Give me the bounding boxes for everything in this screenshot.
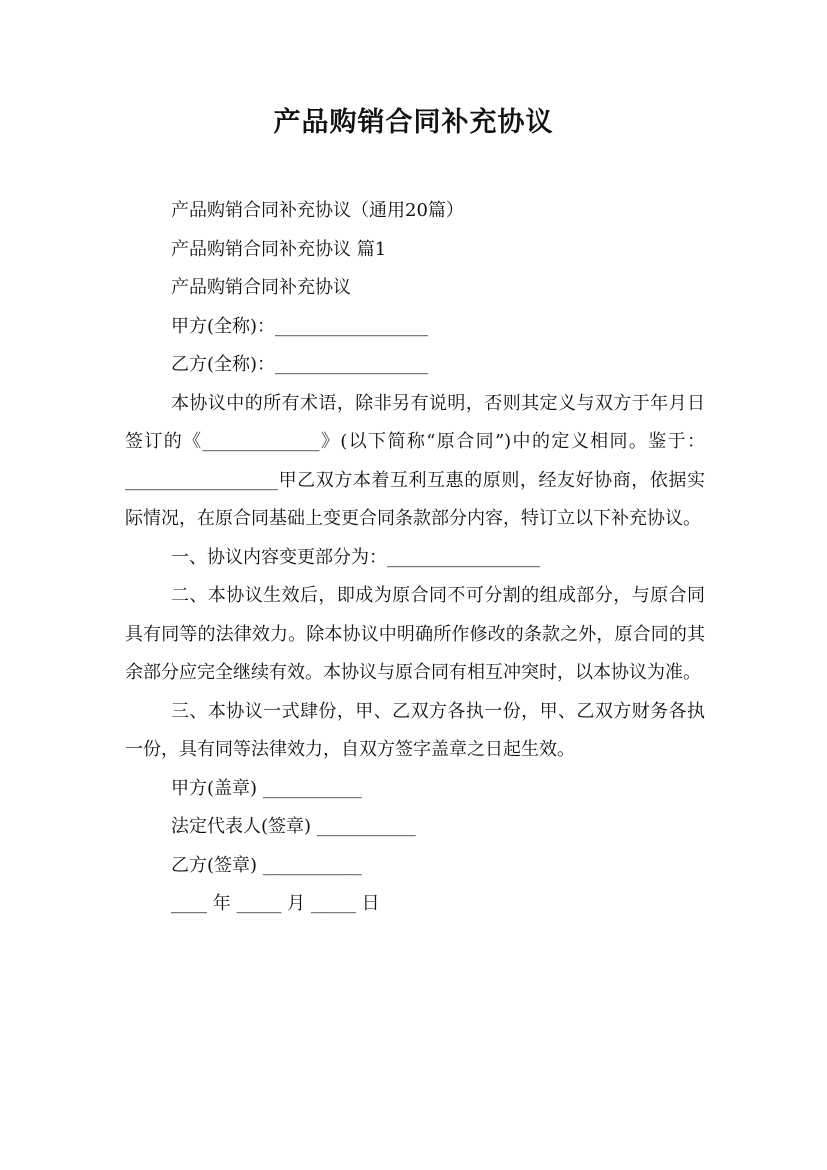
paragraph-intro: 本协议中的所有术语，除非另有说明，否则其定义与双方于年月日签订的《_____________》(以下简称“原合同”)中的定义相同。鉴于：_________________甲乙双方本着互利互惠的原则，经友好协商，依据实际情况，在原合同基础上变更合同条款部分内容，特订立以下补充协议。 [125, 392, 705, 529]
document-title: 产品购销合同补充协议 [273, 107, 554, 138]
heading-article: 产品购销合同补充协议 篇1 [171, 238, 387, 260]
document-body [125, 192, 705, 924]
date-line: ____ 年 _____ 月 _____ 日 [171, 893, 380, 914]
heading-sub: 产品购销合同补充协议 [171, 277, 351, 298]
legal-representative-line: 法定代表人(签章) ___________ [171, 816, 416, 837]
clause-3: 三、本协议一式肆份，甲、乙双方各执一份，甲、乙双方财务各执一份，具有同等法律效力，自双方签字盖章之日起生效。 [125, 700, 705, 760]
party-b-fullname: 乙方(全称)：_________________ [171, 354, 429, 375]
clause-1: 一、协议内容变更部分为：_________________ [171, 546, 540, 568]
party-a-seal-line: 甲方(盖章) ___________ [171, 777, 362, 799]
party-b-sign-line: 乙方(签章) ___________ [171, 854, 362, 876]
heading-general: 产品购销合同补充协议（通用20篇） [171, 200, 464, 221]
clause-2: 二、本协议生效后，即成为原合同不可分割的组成部分，与原合同具有同等的法律效力。除本协议中明确所作修改的条款之外，原合同的其余部分应完全继续有效。本协议与原合同有相互冲突时，以本协议为准。 [125, 585, 705, 683]
party-a-fullname: 甲方(全称)：_________________ [171, 315, 429, 337]
